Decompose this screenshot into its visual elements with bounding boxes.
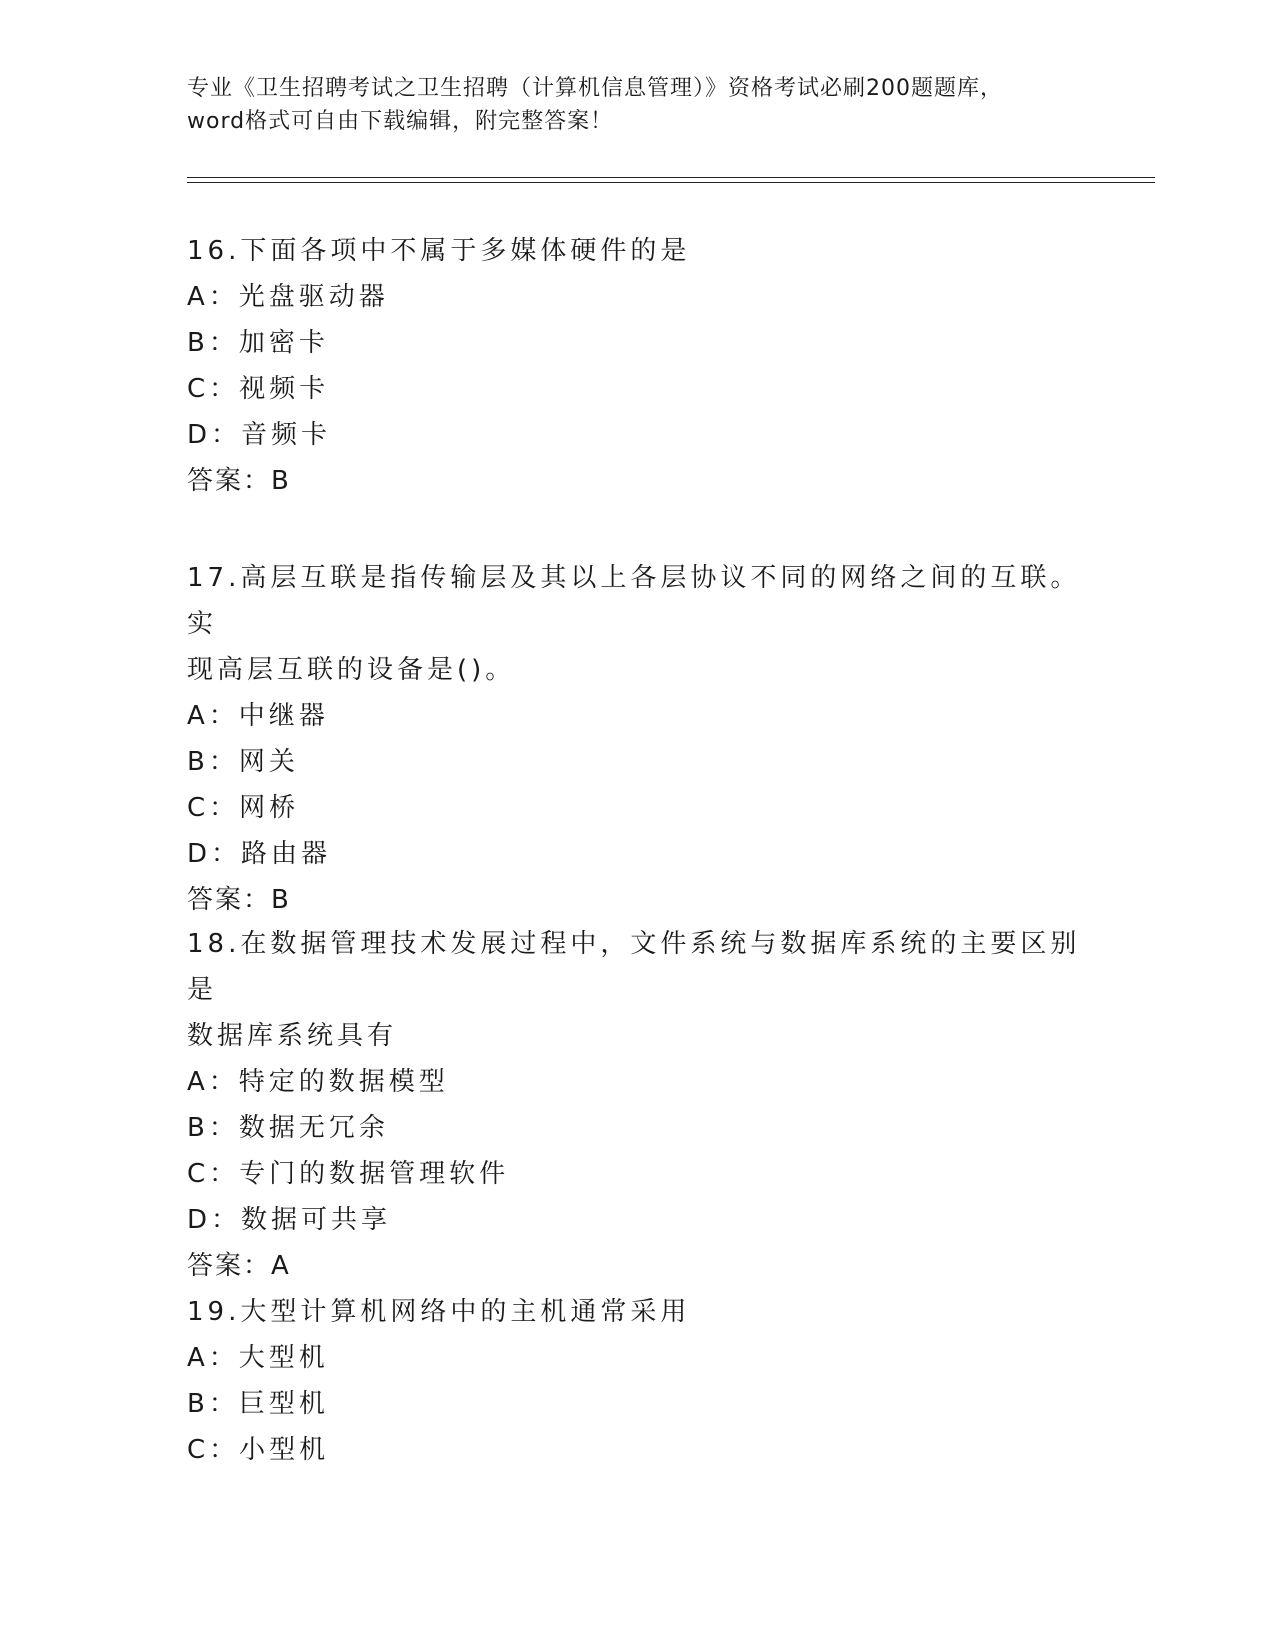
document-header bbox=[187, 72, 1087, 138]
answer: 答案：B bbox=[187, 466, 291, 496]
header-line-1: 专业《卫生招聘考试之卫生招聘（计算机信息管理）》资格考试必刷200题题库， bbox=[187, 76, 1003, 101]
header-divider-bottom bbox=[187, 182, 1155, 183]
question-stem-line-2: 现高层互联的设备是()。 bbox=[187, 655, 516, 685]
question-stem-line-1: 17.高层互联是指传输层及其以上各层协议不同的网络之间的互联。实 bbox=[187, 563, 1081, 639]
header-divider-top bbox=[187, 177, 1155, 178]
option-b: B：网关 bbox=[187, 747, 299, 777]
question-stem: 16.下面各项中不属于多媒体硬件的是 bbox=[187, 236, 691, 266]
question-18 bbox=[187, 921, 1087, 1289]
question-stem-line-2: 数据库系统具有 bbox=[187, 1021, 398, 1051]
question-stem-line-1: 18.在数据管理技术发展过程中，文件系统与数据库系统的主要区别是 bbox=[187, 929, 1081, 1005]
question-19 bbox=[187, 1289, 1087, 1473]
answer: 答案：B bbox=[187, 885, 291, 915]
answer: 答案：A bbox=[187, 1251, 291, 1281]
question-17 bbox=[187, 555, 1087, 923]
option-c: C：专门的数据管理软件 bbox=[187, 1159, 510, 1189]
option-c: C：网桥 bbox=[187, 793, 300, 823]
option-b: B：巨型机 bbox=[187, 1389, 329, 1419]
option-d: D：数据可共享 bbox=[187, 1205, 392, 1235]
option-b: B：加密卡 bbox=[187, 328, 329, 358]
question-16 bbox=[187, 228, 1087, 504]
option-a: A：特定的数据模型 bbox=[187, 1067, 449, 1097]
option-c: C：视频卡 bbox=[187, 374, 330, 404]
option-a: A：中继器 bbox=[187, 701, 329, 731]
header-line-2: word格式可自由下载编辑，附完整答案！ bbox=[187, 109, 614, 134]
question-stem: 19.大型计算机网络中的主机通常采用 bbox=[187, 1297, 691, 1327]
option-d: D：路由器 bbox=[187, 839, 332, 869]
option-d: D：音频卡 bbox=[187, 420, 332, 450]
option-b: B：数据无冗余 bbox=[187, 1113, 389, 1143]
option-a: A：光盘驱动器 bbox=[187, 282, 389, 312]
option-a: A：大型机 bbox=[187, 1343, 329, 1373]
option-c: C：小型机 bbox=[187, 1435, 330, 1465]
